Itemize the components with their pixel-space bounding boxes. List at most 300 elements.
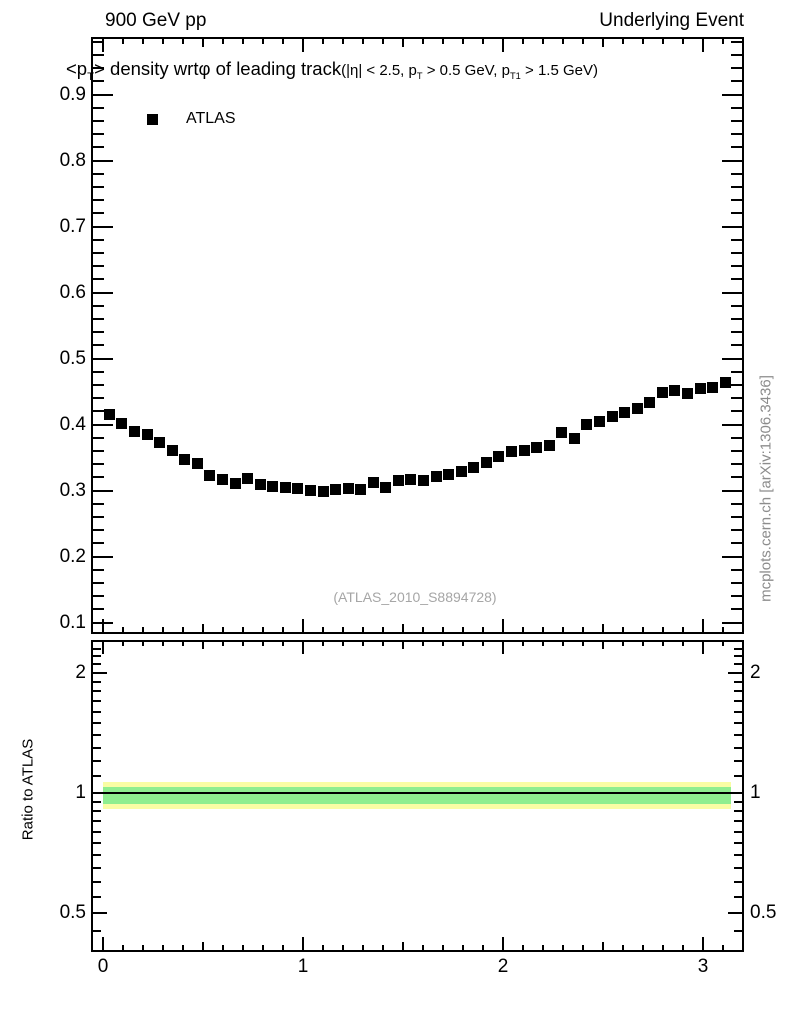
y-axis-tick-right [734, 700, 742, 702]
data-point-atlas [129, 426, 140, 437]
x-axis-tick-main-bottom [582, 627, 584, 632]
y-axis-tick-right [734, 775, 742, 777]
data-point-atlas [493, 451, 504, 462]
y-axis-tick-left [93, 384, 104, 386]
x-axis-tick-main-top [702, 39, 704, 52]
y-axis-tick-left [93, 278, 104, 280]
x-axis-tick-main-bottom [682, 627, 684, 632]
y-axis-tick-right [731, 265, 742, 267]
y-axis-tick-left [93, 582, 104, 584]
x-axis-tick-ratio-bottom [602, 942, 604, 950]
y-axis-tick-right [731, 305, 742, 307]
x-tick-label: 2 [497, 956, 509, 977]
main-y-tick-label: 0.7 [59, 216, 86, 237]
main-y-tick-label: 0.4 [59, 414, 86, 435]
y-axis-tick-left [93, 94, 113, 96]
y-axis-tick-right [734, 896, 742, 898]
data-point-atlas [594, 416, 605, 427]
y-axis-tick-right [734, 930, 742, 932]
x-axis-tick-ratio-bottom [402, 942, 404, 950]
data-point-atlas [380, 482, 391, 493]
x-axis-tick-main-top [242, 39, 244, 44]
y-axis-tick-right [731, 344, 742, 346]
y-axis-tick-left [93, 186, 104, 188]
x-axis-tick-main-top [482, 39, 484, 44]
y-axis-tick-left [93, 655, 101, 657]
y-axis-tick-right [731, 173, 742, 175]
data-point-atlas [632, 403, 643, 414]
x-axis-tick-main-top [122, 39, 124, 44]
y-axis-tick-right [734, 711, 742, 713]
y-axis-tick-left [93, 711, 101, 713]
x-axis-tick-main-bottom [622, 627, 624, 632]
x-axis-tick-ratio-bottom [622, 945, 624, 950]
data-point-atlas [443, 469, 454, 480]
data-point-atlas [456, 466, 467, 477]
y-axis-tick-left [93, 160, 113, 162]
x-axis-tick-ratio-top [462, 641, 464, 646]
x-axis-tick-main-bottom [602, 624, 604, 632]
title-text: > density wrt [94, 58, 199, 79]
x-axis-tick-main-bottom [402, 624, 404, 632]
y-axis-tick-left [93, 107, 104, 109]
y-axis-tick-right [731, 384, 742, 386]
x-axis-tick-ratio-top [242, 641, 244, 646]
y-axis-tick-left [93, 608, 104, 610]
y-axis-tick-right [734, 655, 742, 657]
x-axis-tick-ratio-bottom [522, 945, 524, 950]
y-axis-tick-right [731, 516, 742, 518]
y-axis-tick-left [93, 734, 101, 736]
x-axis-tick-ratio-top [622, 641, 624, 646]
x-axis-tick-main-bottom [282, 627, 284, 632]
data-point-atlas [179, 454, 190, 465]
y-axis-tick-right [734, 734, 742, 736]
title-text: > 1.5 GeV) [520, 62, 598, 79]
y-axis-tick-right [731, 476, 742, 478]
x-axis-tick-ratio-top [642, 641, 644, 646]
x-axis-tick-main-bottom [302, 619, 304, 632]
x-axis-tick-ratio-bottom [282, 945, 284, 950]
x-axis-tick-main-bottom [242, 627, 244, 632]
y-axis-tick-left [93, 410, 104, 412]
main-y-tick-label: 0.1 [59, 612, 86, 633]
x-axis-tick-ratio-top [342, 641, 344, 646]
ratio-y-tick-label-left: 2 [75, 662, 86, 683]
x-tick-label: 0 [97, 956, 109, 977]
x-axis-tick-ratio-bottom [702, 937, 704, 950]
x-axis-tick-ratio-top [222, 641, 224, 646]
x-axis-tick-main-top [442, 39, 444, 44]
x-axis-tick-main-top [542, 39, 544, 44]
y-axis-tick-right [734, 760, 742, 762]
x-axis-tick-main-bottom [722, 627, 724, 632]
y-axis-tick-left [93, 265, 104, 267]
y-axis-tick-left [93, 722, 101, 724]
y-axis-tick-right [731, 331, 742, 333]
x-axis-tick-ratio-bottom [642, 945, 644, 950]
data-point-atlas [368, 477, 379, 488]
x-axis-tick-main-bottom [502, 619, 504, 632]
x-axis-tick-ratio-bottom [122, 945, 124, 950]
x-axis-tick-ratio-bottom [562, 945, 564, 950]
x-axis-tick-ratio-bottom [202, 942, 204, 950]
y-axis-tick-right [734, 690, 742, 692]
ratio-y-tick-label-right: 2 [750, 662, 761, 683]
x-axis-tick-ratio-top [362, 641, 364, 646]
y-axis-tick-left [93, 854, 101, 856]
y-axis-tick-left [93, 239, 104, 241]
data-point-atlas [556, 427, 567, 438]
x-axis-tick-ratio-top [282, 641, 284, 646]
main-y-tick-label: 0.5 [59, 348, 86, 369]
main-y-tick-label: 0.6 [59, 282, 86, 303]
analysis-topic-label: Underlying Event [599, 10, 744, 31]
x-axis-tick-main-bottom [102, 619, 104, 632]
y-axis-tick-left [93, 681, 101, 683]
ratio-y-tick-label-left: 1 [75, 782, 86, 803]
y-axis-tick-left [93, 896, 101, 898]
y-axis-tick-right [728, 912, 742, 914]
y-axis-tick-left [93, 476, 104, 478]
data-point-atlas [255, 479, 266, 490]
beam-energy-label: 900 GeV pp [105, 10, 207, 31]
y-axis-tick-left [93, 672, 107, 674]
x-axis-tick-ratio-top [302, 641, 304, 654]
data-point-atlas [116, 418, 127, 429]
data-point-atlas [355, 484, 366, 495]
x-axis-tick-ratio-bottom [482, 945, 484, 950]
y-axis-tick-left [93, 133, 104, 135]
main-y-tick-label: 0.8 [59, 150, 86, 171]
data-point-atlas [695, 383, 706, 394]
x-tick-label: 1 [297, 956, 309, 977]
y-axis-tick-right [734, 648, 742, 650]
data-point-atlas [230, 478, 241, 489]
x-axis-tick-main-top [562, 39, 564, 44]
x-axis-tick-ratio-top [402, 641, 404, 649]
y-axis-tick-left [93, 318, 104, 320]
y-axis-tick-left [93, 700, 101, 702]
y-axis-tick-left [93, 146, 104, 148]
x-axis-tick-main-bottom [322, 627, 324, 632]
data-point-atlas [292, 483, 303, 494]
y-axis-tick-left [93, 930, 101, 932]
y-axis-tick-left [93, 831, 101, 833]
data-point-atlas [720, 377, 731, 388]
x-axis-tick-main-bottom [522, 627, 524, 632]
data-point-atlas [267, 481, 278, 492]
y-axis-tick-right [734, 881, 742, 883]
y-axis-tick-right [731, 67, 742, 69]
x-axis-tick-main-top [522, 39, 524, 44]
x-axis-tick-ratio-top [542, 641, 544, 646]
y-axis-tick-left [93, 54, 104, 56]
data-point-atlas [204, 470, 215, 481]
x-axis-tick-ratio-bottom [662, 945, 664, 950]
y-axis-tick-left [93, 199, 104, 201]
x-axis-tick-main-top [302, 39, 304, 52]
y-axis-tick-left [93, 569, 104, 571]
x-axis-tick-main-top [342, 39, 344, 44]
main-y-tick-label: 0.3 [59, 480, 86, 501]
x-axis-tick-ratio-bottom [342, 945, 344, 950]
data-point-atlas [167, 445, 178, 456]
y-axis-tick-left [93, 820, 101, 822]
x-axis-tick-main-top [642, 39, 644, 44]
data-point-atlas [544, 440, 555, 451]
y-axis-tick-left [93, 173, 104, 175]
x-axis-tick-main-bottom [422, 627, 424, 632]
y-axis-tick-right [728, 672, 742, 674]
x-axis-tick-ratio-top [322, 641, 324, 646]
analysis-id-watermark: (ATLAS_2010_S8894728) [333, 589, 497, 605]
y-axis-tick-right [731, 569, 742, 571]
x-axis-tick-main-top [402, 39, 404, 47]
data-point-atlas [318, 486, 329, 497]
x-axis-tick-main-bottom [482, 627, 484, 632]
y-axis-tick-left [93, 792, 107, 794]
x-axis-tick-main-top [262, 39, 264, 44]
x-axis-tick-ratio-top [122, 641, 124, 646]
y-axis-tick-right [734, 747, 742, 749]
title-subscript: T [87, 71, 95, 84]
x-axis-tick-ratio-top [602, 641, 604, 649]
x-axis-tick-ratio-top [562, 641, 564, 646]
y-axis-tick-left [93, 542, 104, 544]
x-axis-tick-main-top [362, 39, 364, 44]
y-axis-tick-right [734, 820, 742, 822]
y-axis-tick-left [93, 305, 104, 307]
x-axis-tick-ratio-bottom [682, 945, 684, 950]
data-point-atlas [619, 407, 630, 418]
x-axis-tick-ratio-bottom [722, 945, 724, 950]
y-axis-tick-right [722, 358, 742, 360]
data-point-atlas [192, 458, 203, 469]
y-axis-tick-right [728, 792, 742, 794]
title-text: <p [66, 58, 88, 79]
x-axis-tick-main-top [722, 39, 724, 44]
y-axis-tick-right [731, 410, 742, 412]
x-axis-tick-main-top [682, 39, 684, 44]
x-axis-tick-ratio-bottom [382, 945, 384, 950]
y-axis-tick-right [731, 542, 742, 544]
data-point-atlas [104, 409, 115, 420]
x-axis-tick-ratio-bottom [102, 937, 104, 950]
y-axis-tick-left [93, 331, 104, 333]
legend-marker-atlas [147, 114, 158, 125]
data-point-atlas [142, 429, 153, 440]
x-axis-tick-ratio-bottom [462, 945, 464, 950]
y-axis-tick-right [731, 595, 742, 597]
x-axis-tick-main-top [142, 39, 144, 44]
data-point-atlas [305, 485, 316, 496]
x-axis-tick-ratio-top [582, 641, 584, 646]
y-axis-tick-left [93, 595, 104, 597]
data-point-atlas [343, 483, 354, 494]
x-axis-tick-ratio-bottom [322, 945, 324, 950]
y-axis-tick-right [731, 397, 742, 399]
x-axis-tick-main-top [462, 39, 464, 44]
y-axis-tick-right [722, 556, 742, 558]
data-point-atlas [242, 473, 253, 484]
data-point-atlas [468, 462, 479, 473]
y-axis-tick-left [93, 212, 104, 214]
main-y-tick-label: 0.2 [59, 546, 86, 567]
y-axis-tick-left [93, 120, 104, 122]
x-axis-tick-ratio-top [662, 641, 664, 646]
y-axis-tick-left [93, 556, 113, 558]
x-axis-tick-ratio-bottom [222, 945, 224, 950]
y-axis-tick-right [734, 810, 742, 812]
y-axis-tick-right [722, 226, 742, 228]
x-axis-tick-main-top [662, 39, 664, 44]
y-axis-tick-left [93, 463, 104, 465]
y-axis-tick-left [93, 252, 104, 254]
x-axis-tick-ratio-bottom [542, 945, 544, 950]
data-point-atlas [581, 419, 592, 430]
y-axis-tick-left [93, 397, 104, 399]
y-axis-tick-right [734, 722, 742, 724]
data-point-atlas [657, 387, 668, 398]
y-axis-tick-right [731, 582, 742, 584]
y-axis-tick-right [722, 424, 742, 426]
x-axis-tick-main-bottom [202, 624, 204, 632]
y-axis-tick-left [93, 912, 107, 914]
title-text: φ [198, 58, 211, 79]
data-point-atlas [569, 433, 580, 444]
ratio-y-tick-label-right: 1 [750, 782, 761, 803]
data-point-atlas [431, 471, 442, 482]
x-axis-tick-ratio-bottom [182, 945, 184, 950]
data-point-atlas [280, 482, 291, 493]
x-axis-tick-main-bottom [362, 627, 364, 632]
ratio-y-tick-label-right: 0.5 [750, 902, 777, 923]
y-axis-tick-right [731, 186, 742, 188]
x-axis-tick-ratio-top [182, 641, 184, 646]
y-axis-tick-left [93, 358, 113, 360]
y-axis-tick-left [93, 344, 104, 346]
x-axis-tick-main-bottom [442, 627, 444, 632]
x-axis-tick-main-top [322, 39, 324, 44]
x-axis-tick-main-bottom [462, 627, 464, 632]
x-axis-tick-ratio-top [262, 641, 264, 646]
title-text: of leading track [210, 58, 342, 79]
data-point-atlas [669, 385, 680, 396]
y-axis-tick-right [731, 212, 742, 214]
data-point-atlas [330, 484, 341, 495]
y-axis-tick-right [722, 160, 742, 162]
y-axis-tick-right [731, 278, 742, 280]
x-axis-tick-ratio-bottom [422, 945, 424, 950]
x-axis-tick-main-top [602, 39, 604, 47]
x-axis-tick-ratio-bottom [162, 945, 164, 950]
y-axis-tick-left [93, 760, 101, 762]
x-axis-tick-ratio-top [442, 641, 444, 646]
x-axis-tick-main-top [422, 39, 424, 44]
y-axis-tick-right [731, 437, 742, 439]
x-axis-tick-main-bottom [542, 627, 544, 632]
data-point-atlas [607, 411, 618, 422]
title-subscript: T [416, 71, 423, 82]
mcplots-arxiv-note: mcplots.cern.ch [arXiv:1306.3436] [757, 375, 775, 602]
x-axis-tick-ratio-top [422, 641, 424, 646]
y-axis-tick-right [731, 146, 742, 148]
x-axis-tick-ratio-top [142, 641, 144, 646]
x-axis-tick-ratio-top [502, 641, 504, 654]
x-axis-tick-main-bottom [222, 627, 224, 632]
y-axis-tick-right [731, 120, 742, 122]
data-point-atlas [405, 474, 416, 485]
y-axis-tick-left [93, 529, 104, 531]
x-axis-tick-ratio-bottom [262, 945, 264, 950]
x-axis-tick-ratio-top [682, 641, 684, 646]
y-axis-tick-right [734, 681, 742, 683]
title-cuts [341, 62, 598, 82]
x-axis-tick-ratio-top [382, 641, 384, 646]
data-point-atlas [682, 388, 693, 399]
y-axis-tick-left [93, 690, 101, 692]
y-axis-tick-left [93, 503, 104, 505]
x-tick-label: 3 [697, 956, 709, 977]
y-axis-tick-right [731, 608, 742, 610]
y-axis-tick-right [731, 450, 742, 452]
y-axis-tick-right [731, 80, 742, 82]
x-axis-tick-ratio-top [162, 641, 164, 646]
y-axis-tick-right [734, 867, 742, 869]
y-axis-tick-left [93, 842, 101, 844]
legend-label-atlas: ATLAS [186, 110, 236, 127]
y-axis-tick-right [722, 490, 742, 492]
y-axis-tick-left [93, 810, 101, 812]
y-axis-tick-left [93, 424, 113, 426]
x-axis-tick-ratio-top [522, 641, 524, 646]
y-axis-tick-left [93, 371, 104, 373]
data-point-atlas [519, 445, 530, 456]
y-axis-tick-right [722, 94, 742, 96]
x-axis-tick-main-top [162, 39, 164, 44]
y-axis-tick-right [734, 801, 742, 803]
data-point-atlas [506, 446, 517, 457]
y-axis-tick-right [731, 529, 742, 531]
data-point-atlas [418, 475, 429, 486]
x-axis-tick-main-bottom [702, 619, 704, 632]
x-axis-tick-main-bottom [382, 627, 384, 632]
x-axis-tick-main-top [282, 39, 284, 44]
x-axis-tick-ratio-bottom [142, 945, 144, 950]
y-axis-tick-left [93, 747, 101, 749]
x-axis-tick-ratio-top [102, 641, 104, 654]
x-axis-tick-ratio-bottom [442, 945, 444, 950]
ratio-reference-line [93, 792, 742, 794]
x-axis-tick-ratio-bottom [302, 937, 304, 950]
y-axis-tick-left [93, 41, 104, 43]
x-axis-tick-main-bottom [662, 627, 664, 632]
y-axis-tick-left [93, 516, 104, 518]
y-axis-tick-left [93, 292, 113, 294]
data-point-atlas [481, 457, 492, 468]
y-axis-tick-left [93, 622, 113, 624]
x-axis-tick-main-bottom [122, 627, 124, 632]
x-axis-tick-main-bottom [562, 627, 564, 632]
y-axis-tick-left [93, 490, 113, 492]
y-axis-tick-left [93, 867, 101, 869]
title-subscript: T1 [509, 71, 521, 82]
x-axis-tick-ratio-bottom [582, 945, 584, 950]
x-axis-tick-main-top [622, 39, 624, 44]
x-axis-tick-main-top [382, 39, 384, 44]
data-point-atlas [154, 437, 165, 448]
